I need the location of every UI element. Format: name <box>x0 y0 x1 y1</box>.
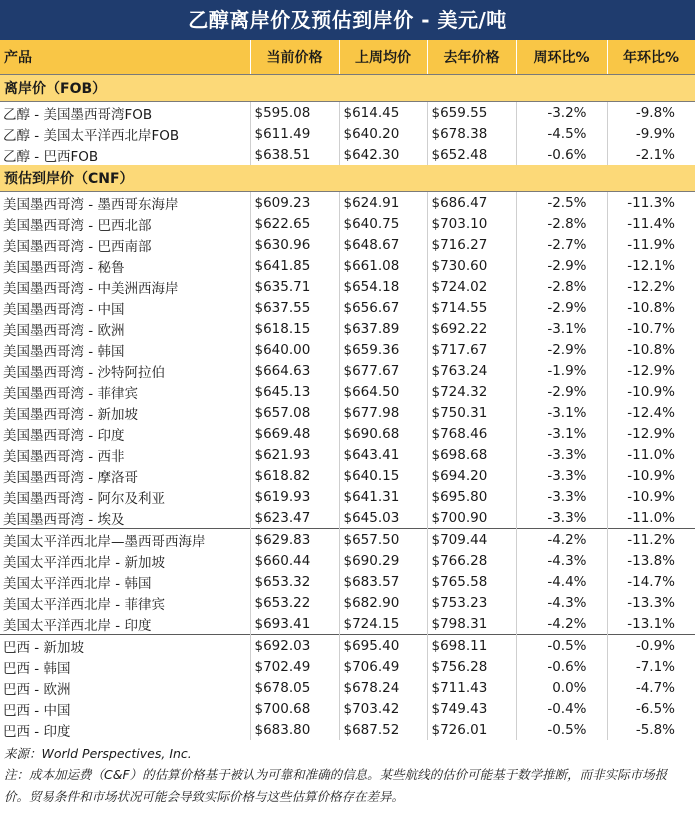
week-change: -3.1% <box>516 318 607 339</box>
table-row <box>0 423 695 444</box>
current-price: $653.22 <box>250 592 339 613</box>
week-change: -2.5% <box>516 192 607 214</box>
week-change: -4.3% <box>516 550 607 571</box>
last-week-avg: $656.67 <box>339 297 427 318</box>
week-change: -4.2% <box>516 529 607 551</box>
week-change: -0.4% <box>516 698 607 719</box>
header-year-change: 年环比% <box>607 40 695 75</box>
week-change: -4.4% <box>516 571 607 592</box>
table-row <box>0 677 695 698</box>
last-week-avg: $643.41 <box>339 444 427 465</box>
last-year-price: $753.23 <box>427 592 516 613</box>
last-year-price: $694.20 <box>427 465 516 486</box>
current-price: $618.15 <box>250 318 339 339</box>
section-header <box>0 75 695 102</box>
table-row <box>0 234 695 255</box>
current-price: $622.65 <box>250 213 339 234</box>
last-week-avg: $703.42 <box>339 698 427 719</box>
table-row <box>0 719 695 740</box>
product-name: 美国太平洋西北岸 - 菲律宾 <box>0 592 250 613</box>
last-week-avg: $654.18 <box>339 276 427 297</box>
year-change: -12.9% <box>627 425 675 442</box>
last-week-avg: $706.49 <box>339 656 427 677</box>
last-year-price: $765.58 <box>427 571 516 592</box>
last-week-avg: $657.50 <box>339 529 427 551</box>
year-change: -11.9% <box>627 236 675 253</box>
week-change: -3.3% <box>516 507 607 529</box>
current-price: $621.93 <box>250 444 339 465</box>
last-year-price: $709.44 <box>427 529 516 551</box>
year-change: -12.4% <box>627 404 675 421</box>
week-change: -0.5% <box>516 719 607 740</box>
current-price: $609.23 <box>250 192 339 214</box>
footnote: 注：成本加运费（C&F）的估算价格基于被认为可靠和准确的信息。某些航线的估价可能基于数学推断，而非实际市场报价。贸易条件和市场状况可能会导致实际价格与这些估算价格存在差异。 <box>4 767 668 804</box>
last-year-price: $717.67 <box>427 339 516 360</box>
last-year-price: $726.01 <box>427 719 516 740</box>
last-week-avg: $640.15 <box>339 465 427 486</box>
week-change: -0.5% <box>516 635 607 657</box>
price-table <box>0 40 695 740</box>
last-week-avg: $624.91 <box>339 192 427 214</box>
current-price: $669.48 <box>250 423 339 444</box>
last-week-avg: $614.45 <box>339 102 427 124</box>
section-header <box>0 165 695 192</box>
year-change: -13.3% <box>627 594 675 611</box>
table-row <box>0 444 695 465</box>
last-week-avg: $690.68 <box>339 423 427 444</box>
product-name: 乙醇 - 美国墨西哥湾FOB <box>0 102 250 124</box>
year-change: -5.8% <box>635 721 675 738</box>
year-change: -10.9% <box>627 383 675 400</box>
current-price: $692.03 <box>250 635 339 657</box>
last-year-price: $698.68 <box>427 444 516 465</box>
last-year-price: $703.10 <box>427 213 516 234</box>
last-year-price: $692.22 <box>427 318 516 339</box>
last-week-avg: $664.50 <box>339 381 427 402</box>
product-name: 美国墨西哥湾 - 巴西南部 <box>0 234 250 255</box>
current-price: $611.49 <box>250 123 339 144</box>
product-name: 乙醇 - 巴西FOB <box>0 144 250 165</box>
product-name: 美国墨西哥湾 - 秘鲁 <box>0 255 250 276</box>
product-name: 美国墨西哥湾 - 沙特阿拉伯 <box>0 360 250 381</box>
product-name: 巴西 - 印度 <box>0 719 250 740</box>
last-week-avg: $690.29 <box>339 550 427 571</box>
week-change: -3.1% <box>516 423 607 444</box>
current-price: $635.71 <box>250 276 339 297</box>
product-name: 美国太平洋西北岸 - 新加坡 <box>0 550 250 571</box>
table-row <box>0 635 695 657</box>
table-row <box>0 465 695 486</box>
product-name: 美国太平洋西北岸—墨西哥西海岸 <box>0 529 250 551</box>
last-week-avg: $645.03 <box>339 507 427 529</box>
table-row <box>0 381 695 402</box>
table-row <box>0 102 695 124</box>
week-change: -2.8% <box>516 276 607 297</box>
last-week-avg: $659.36 <box>339 339 427 360</box>
last-week-avg: $687.52 <box>339 719 427 740</box>
product-name: 美国墨西哥湾 - 巴西北部 <box>0 213 250 234</box>
week-change: -3.3% <box>516 465 607 486</box>
table-row <box>0 318 695 339</box>
product-name: 美国墨西哥湾 - 摩洛哥 <box>0 465 250 486</box>
current-price: $641.85 <box>250 255 339 276</box>
table-row <box>0 507 695 529</box>
header-last-year-price: 去年价格 <box>427 40 516 75</box>
last-week-avg: $640.75 <box>339 213 427 234</box>
last-year-price: $724.02 <box>427 276 516 297</box>
last-year-price: $766.28 <box>427 550 516 571</box>
product-name: 美国墨西哥湾 - 西非 <box>0 444 250 465</box>
week-change: -4.5% <box>516 123 607 144</box>
year-change: -6.5% <box>635 700 675 717</box>
last-year-price: $686.47 <box>427 192 516 214</box>
year-change: -10.7% <box>627 320 675 337</box>
last-year-price: $730.60 <box>427 255 516 276</box>
year-change: -9.8% <box>635 104 675 121</box>
product-name: 巴西 - 中国 <box>0 698 250 719</box>
year-change: -10.8% <box>627 299 675 316</box>
last-week-avg: $648.67 <box>339 234 427 255</box>
last-year-price: $678.38 <box>427 123 516 144</box>
last-week-avg: $677.98 <box>339 402 427 423</box>
table-row <box>0 698 695 719</box>
week-change: -3.3% <box>516 444 607 465</box>
product-name: 巴西 - 新加坡 <box>0 635 250 657</box>
last-year-price: $724.32 <box>427 381 516 402</box>
last-year-price: $763.24 <box>427 360 516 381</box>
product-name: 巴西 - 韩国 <box>0 656 250 677</box>
last-year-price: $756.28 <box>427 656 516 677</box>
year-change: -7.1% <box>635 658 675 675</box>
week-change: -3.1% <box>516 402 607 423</box>
last-year-price: $700.90 <box>427 507 516 529</box>
last-year-price: $716.27 <box>427 234 516 255</box>
table-row <box>0 192 695 214</box>
table-row <box>0 123 695 144</box>
last-week-avg: $661.08 <box>339 255 427 276</box>
last-year-price: $652.48 <box>427 144 516 165</box>
last-year-price: $749.43 <box>427 698 516 719</box>
week-change: -1.9% <box>516 360 607 381</box>
table-row <box>0 486 695 507</box>
product-name: 美国墨西哥湾 - 新加坡 <box>0 402 250 423</box>
header-week-change: 周环比% <box>516 40 607 75</box>
last-year-price: $750.31 <box>427 402 516 423</box>
week-change: 0.0% <box>516 677 607 698</box>
product-name: 美国太平洋西北岸 - 印度 <box>0 613 250 635</box>
year-change: -2.1% <box>635 146 675 163</box>
year-change: -10.9% <box>627 488 675 505</box>
current-price: $653.32 <box>250 571 339 592</box>
header-row <box>0 40 695 75</box>
year-change: -10.8% <box>627 341 675 358</box>
last-week-avg: $641.31 <box>339 486 427 507</box>
week-change: -4.2% <box>516 613 607 635</box>
year-change: -13.8% <box>627 552 675 569</box>
year-change: -4.7% <box>635 679 675 696</box>
current-price: $630.96 <box>250 234 339 255</box>
last-week-avg: $695.40 <box>339 635 427 657</box>
year-change: -9.9% <box>635 125 675 142</box>
product-name: 美国墨西哥湾 - 印度 <box>0 423 250 444</box>
header-current-price: 当前价格 <box>250 40 339 75</box>
table-row <box>0 144 695 165</box>
year-change: -11.0% <box>627 446 675 463</box>
table-row <box>0 550 695 571</box>
source-line: 来源：World Perspectives, Inc. <box>4 746 192 761</box>
last-year-price: $714.55 <box>427 297 516 318</box>
last-year-price: $695.80 <box>427 486 516 507</box>
table-row <box>0 213 695 234</box>
current-price: $619.93 <box>250 486 339 507</box>
header-product: 产品 <box>0 40 250 75</box>
current-price: $623.47 <box>250 507 339 529</box>
week-change: -0.6% <box>516 144 607 165</box>
table-row <box>0 592 695 613</box>
table-row <box>0 402 695 423</box>
last-week-avg: $642.30 <box>339 144 427 165</box>
last-week-avg: $724.15 <box>339 613 427 635</box>
page-title: 乙醇离岸价及预估到岸价 - 美元/吨 <box>0 0 695 40</box>
last-year-price: $659.55 <box>427 102 516 124</box>
header-last-week-avg: 上周均价 <box>339 40 427 75</box>
last-year-price: $798.31 <box>427 613 516 635</box>
week-change: -2.9% <box>516 339 607 360</box>
week-change: -2.9% <box>516 381 607 402</box>
week-change: -0.6% <box>516 656 607 677</box>
current-price: $645.13 <box>250 381 339 402</box>
product-name: 美国墨西哥湾 - 韩国 <box>0 339 250 360</box>
current-price: $678.05 <box>250 677 339 698</box>
table-row <box>0 613 695 635</box>
product-name: 美国墨西哥湾 - 阿尔及利亚 <box>0 486 250 507</box>
product-name: 美国墨西哥湾 - 墨西哥东海岸 <box>0 192 250 214</box>
last-week-avg: $677.67 <box>339 360 427 381</box>
table-row <box>0 297 695 318</box>
table-body <box>0 75 695 741</box>
table-row <box>0 276 695 297</box>
table-row <box>0 339 695 360</box>
last-week-avg: $683.57 <box>339 571 427 592</box>
product-name: 美国墨西哥湾 - 欧洲 <box>0 318 250 339</box>
year-change: -11.4% <box>627 215 675 232</box>
last-week-avg: $682.90 <box>339 592 427 613</box>
table-row <box>0 360 695 381</box>
current-price: $629.83 <box>250 529 339 551</box>
current-price: $657.08 <box>250 402 339 423</box>
section-label: 预估到岸价（CNF） <box>0 165 695 192</box>
table-row <box>0 656 695 677</box>
current-price: $702.49 <box>250 656 339 677</box>
current-price: $618.82 <box>250 465 339 486</box>
current-price: $664.63 <box>250 360 339 381</box>
current-price: $683.80 <box>250 719 339 740</box>
current-price: $640.00 <box>250 339 339 360</box>
year-change: -12.9% <box>627 362 675 379</box>
last-year-price: $768.46 <box>427 423 516 444</box>
product-name: 美国墨西哥湾 - 中美洲西海岸 <box>0 276 250 297</box>
week-change: -2.8% <box>516 213 607 234</box>
year-change: -13.1% <box>627 615 675 632</box>
year-change: -14.7% <box>627 573 675 590</box>
table-row <box>0 255 695 276</box>
year-change: -11.0% <box>627 509 675 526</box>
last-year-price: $698.11 <box>427 635 516 657</box>
current-price: $700.68 <box>250 698 339 719</box>
product-name: 美国墨西哥湾 - 埃及 <box>0 507 250 529</box>
week-change: -3.2% <box>516 102 607 124</box>
table-row <box>0 571 695 592</box>
year-change: -0.9% <box>607 635 695 657</box>
current-price: $595.08 <box>250 102 339 124</box>
year-change: -10.9% <box>627 467 675 484</box>
week-change: -4.3% <box>516 592 607 613</box>
week-change: -2.7% <box>516 234 607 255</box>
current-price: $693.41 <box>250 613 339 635</box>
week-change: -3.3% <box>516 486 607 507</box>
product-name: 巴西 - 欧洲 <box>0 677 250 698</box>
year-change: -12.2% <box>627 278 675 295</box>
product-name: 美国墨西哥湾 - 中国 <box>0 297 250 318</box>
product-name: 美国墨西哥湾 - 菲律宾 <box>0 381 250 402</box>
current-price: $660.44 <box>250 550 339 571</box>
current-price: $637.55 <box>250 297 339 318</box>
table-row <box>0 529 695 551</box>
year-change: -11.2% <box>607 529 695 551</box>
product-name: 美国太平洋西北岸 - 韩国 <box>0 571 250 592</box>
last-week-avg: $637.89 <box>339 318 427 339</box>
last-week-avg: $678.24 <box>339 677 427 698</box>
product-name: 乙醇 - 美国太平洋西北岸FOB <box>0 123 250 144</box>
week-change: -2.9% <box>516 255 607 276</box>
current-price: $638.51 <box>250 144 339 165</box>
last-week-avg: $640.20 <box>339 123 427 144</box>
last-year-price: $711.43 <box>427 677 516 698</box>
week-change: -2.9% <box>516 297 607 318</box>
year-change: -11.3% <box>627 194 675 211</box>
section-label: 离岸价（FOB） <box>0 75 695 102</box>
year-change: -12.1% <box>627 257 675 274</box>
